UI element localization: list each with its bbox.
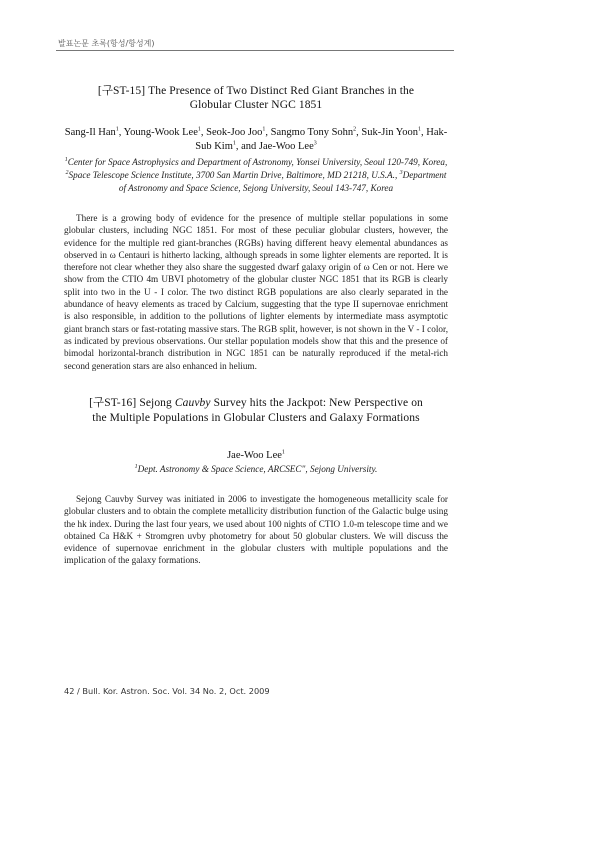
title-italic: Cauvby — [174, 397, 211, 409]
author-sup: 1 — [197, 126, 201, 133]
author-sep: , — [356, 127, 362, 138]
author-list — [64, 126, 448, 154]
affil-sup: 2 — [65, 169, 69, 176]
title-prefix: [구ST-15] — [97, 85, 149, 97]
title-prefix: [구ST-16] — [89, 397, 140, 409]
title-line-1: The Presence of Two Distinct Red Giant Branches in the — [148, 85, 415, 97]
author-sep: , — [200, 127, 207, 138]
affil-sup: 3 — [399, 169, 403, 176]
title-line-2: Globular Cluster NGC 1851 — [189, 99, 323, 111]
author-sep: , and — [235, 141, 259, 152]
author-sup: 1 — [262, 126, 266, 133]
author: Jae-Woo Lee — [258, 141, 314, 152]
title-line-2: the Multiple Populations in Globular Clusters and Galaxy Formations — [92, 412, 420, 424]
paper-st15 — [64, 84, 448, 381]
paper-title — [64, 84, 448, 112]
title-pre-italic: Sejong — [139, 397, 175, 409]
affiliation: Center for Space Astrophysics and Department of Astronomy, Yonsei University, Seoul 120-749, Korea, — [67, 157, 448, 167]
author: Young-Wook Lee — [123, 127, 198, 138]
page-footer: 42 / Bull. Kor. Astron. Soc. Vol. 34 No. 2, Oct. 2009 — [64, 686, 270, 696]
author-sup: 2 — [353, 126, 357, 133]
affiliation: Department of Astronomy and Space Science, Sejong University, Seoul 143-747, Korea — [118, 170, 447, 193]
author: Jae-Woo Lee — [227, 450, 282, 461]
author-list — [64, 449, 448, 463]
affiliations — [64, 463, 448, 476]
author: Suk-Jin Yoon — [361, 127, 419, 138]
author-sup: 3 — [313, 140, 317, 147]
paper-st16 — [64, 396, 448, 576]
affiliation: Space Telescope Science Institute, 3700 San Martin Drive, Baltimore, MD 21218, U.S.A., — [68, 170, 400, 180]
affiliations — [64, 156, 448, 195]
affiliation: Dept. Astronomy & Space Science, ARCSEC", Sejong University. — [137, 464, 378, 474]
title-post-italic: Survey hits the Jackpot: New Perspective on — [210, 397, 423, 409]
author-sup: 1 — [281, 449, 285, 456]
header-rule — [56, 50, 454, 51]
author-sup: 1 — [232, 140, 236, 147]
running-header: 발표논문 초록(항성/항성계) — [58, 39, 155, 48]
paper-title — [64, 396, 448, 426]
author-sep: , — [118, 127, 124, 138]
author-sep: , — [265, 127, 271, 138]
abstract-text: Sejong Cauvby Survey was initiated in 2006 to investigate the homogeneous metallicity scale for globular clusters and to obtain the complete metallicity distribution function of the Galactic bulge using the hk index. During the last four years, we used about 100 nights of CTIO 1.0-m telescope time and we obtained Ca H&K + Stromgren uvby photometry for about 50 globular clusters. We will discuss the evidence of supernovae enrichment in the globular clusters with multiple populations and the implication of the galaxy formations. — [64, 494, 448, 566]
author: Sang-Il Han — [64, 127, 116, 138]
author: Hak-Sub Kim — [195, 127, 448, 152]
author-sup: 1 — [418, 126, 422, 133]
affil-sup: 1 — [64, 156, 68, 163]
author-sup: 1 — [115, 126, 119, 133]
author: Sangmo Tony Sohn — [270, 127, 354, 138]
abstract-text: There is a growing body of evidence for the presence of multiple stellar populations in some globular clusters, including NGC 1851. For most of these peculiar globular clusters, however, the evidence for the multiple red giant-branches (RGBs) having different heavy elemental abundances as observed in ω Centauri is hitherto lacking, although spreads in some lighter elements are reported. It is therefore not clear whether they also share the suggested dwarf galaxy origin of ω Cen or not. Here we show from the CTIO 4m UBVI photometry of the globular cluster NGC 1851 that its RGB is clearly split into two in the U - I color. The two distinct RGB populations are also clearly separated in the abundance of heavy elements as traced by Calcium, suggesting that the type II supernovae enrichment is also responsible, in addition to the pollutions of lighter elements by intermediate mass asymptotic giant branch stars or fast-rotating massive stars. The RGB split, however, is not shown in the V - I color, as indicated by previous observations. Our stellar population models show that this and the presence of bimodal horizontal-branch distribution in NGC 1851 can be naturally reproduced if the metal-rich second generation stars are also enhanced in helium. — [64, 213, 448, 371]
author: Seok-Joo Joo — [206, 127, 263, 138]
affil-sup: 1 — [134, 463, 138, 470]
author-sep: , — [421, 127, 427, 138]
